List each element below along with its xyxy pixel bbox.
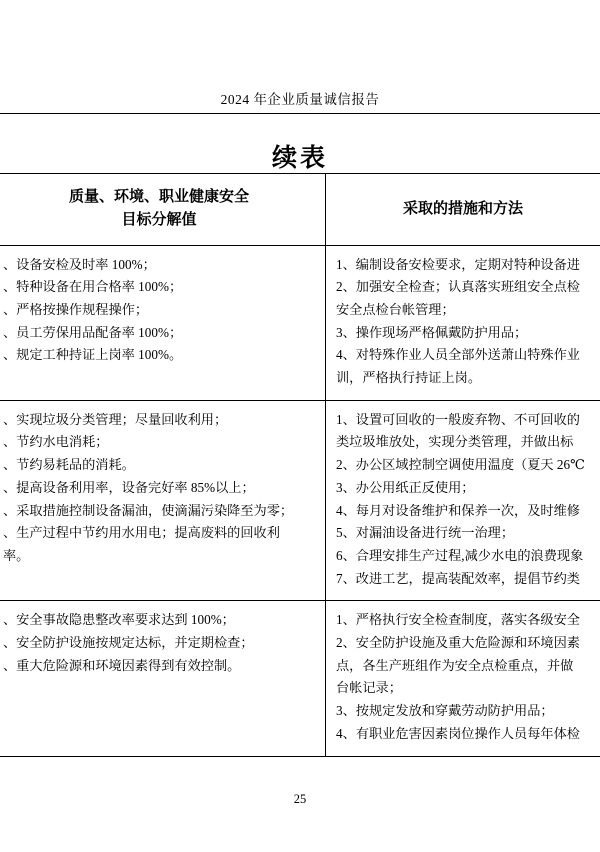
row2-measure-line: 4、每月对设备维护和保养一次，及时维修 (336, 502, 580, 518)
row2-objective-line: 、采取措施控制设备漏油，使滴漏污染降至为零； (3, 502, 294, 518)
row2-objective-line: 率。 (3, 547, 30, 563)
column-header-objectives-line1: 质量、环境、职业健康安全 (68, 189, 249, 205)
row3-measure-line: 4、有职业危害因素岗位操作人员每年体检 (336, 725, 580, 741)
row3-measure-line: 点，各生产班组作为安全点检重点，并做 (336, 657, 574, 673)
row1-objective-line: 、设备安检及时率 100%； (3, 256, 156, 272)
page-number: 25 (293, 792, 307, 806)
continued-table-wrapper (0, 173, 600, 757)
row2-objective-line: 、节约易耗品的消耗。 (3, 457, 135, 473)
row1-measure-line: 2、加强安全检查；认真落实班组安全点检 (336, 279, 580, 295)
page-title: 续表 (271, 145, 328, 172)
table-row (0, 400, 600, 601)
running-header: 2024 年企业质量诚信报告 (220, 92, 380, 107)
table-row (0, 245, 600, 400)
row2-objective-line: 、生产过程中节约用水用电；提高废料的回收利 (3, 525, 280, 541)
row1-objective-line: 、特种设备在用合格率 100%； (3, 279, 183, 295)
quality-objectives-table (0, 173, 600, 757)
row2-objective-line: 、节约水电消耗； (3, 434, 109, 450)
row2-measure-line: 7、改进工艺，提高装配效率，提倡节约类 (336, 570, 580, 586)
row1-measure-line: 1、编制设备安检要求，定期对特种设备进 (336, 256, 580, 272)
row1-measure-line: 3、操作现场严格佩戴防护用品； (336, 324, 528, 340)
table-header-row (0, 174, 600, 246)
row2-measure-line: 3、办公用纸正反使用； (336, 479, 475, 495)
row2-objectives-cell (0, 400, 326, 601)
row1-objective-line: 、员工劳保用品配备率 100%； (3, 324, 183, 340)
row2-measure-line: 类垃圾堆放处，实现分类管理，并做出标 (336, 434, 574, 450)
row2-objective-line: 、提高设备利用率，设备完好率 85%以上； (3, 479, 255, 495)
column-header-measures: 采取的措施和方法 (326, 174, 600, 246)
row3-objective-line: 、安全防护设施按规定达标，并定期检查； (3, 635, 254, 651)
header-divider (0, 113, 600, 114)
row1-measures-cell (326, 245, 600, 400)
row3-measure-line: 3、按规定发放和穿戴劳动防护用品； (336, 703, 554, 719)
row1-objectives-cell (0, 245, 326, 400)
row1-objective-line: 、严格按操作规程操作； (3, 301, 149, 317)
row1-measure-line: 4、对特殊作业人员全部外送萧山特殊作业 (336, 347, 580, 363)
row2-measure-line: 1、设置可回收的一般废弃物、不可回收的 (336, 411, 580, 427)
row3-measure-line: 台帐记录； (336, 680, 402, 696)
row1-measure-line: 训，严格执行持证上岗。 (336, 370, 482, 386)
table-row (0, 601, 600, 756)
column-header-objectives-line2: 目标分解值 (121, 212, 197, 229)
row3-objective-line: 、重大危险源和环境因素得到有效控制。 (3, 657, 241, 673)
row1-objective-line: 、规定工种持证上岗率 100%。 (3, 347, 183, 363)
row2-measures-cell (326, 400, 600, 601)
column-header-objectives (0, 174, 326, 246)
row3-measure-line: 1、严格执行安全检查制度，落实各级安全 (336, 612, 580, 628)
row1-measure-line: 安全点检台帐管理； (336, 301, 455, 317)
row2-objective-line: 、实现垃圾分类管理；尽量回收利用； (3, 411, 228, 427)
row3-objectives-cell (0, 601, 326, 756)
row3-measure-line: 2、安全防护设施及重大危险源和环境因素 (336, 635, 580, 651)
row3-measures-cell (326, 601, 600, 756)
row3-objective-line: 、安全事故隐患整改率要求达到 100%； (3, 612, 235, 628)
row2-measure-line: 2、办公区域控制空调使用温度（夏天 26℃ (336, 457, 585, 473)
row2-measure-line: 6、合理安排生产过程,减少水电的浪费现象 (336, 547, 584, 563)
row2-measure-line: 5、对漏油设备进行统一治理； (336, 525, 515, 541)
